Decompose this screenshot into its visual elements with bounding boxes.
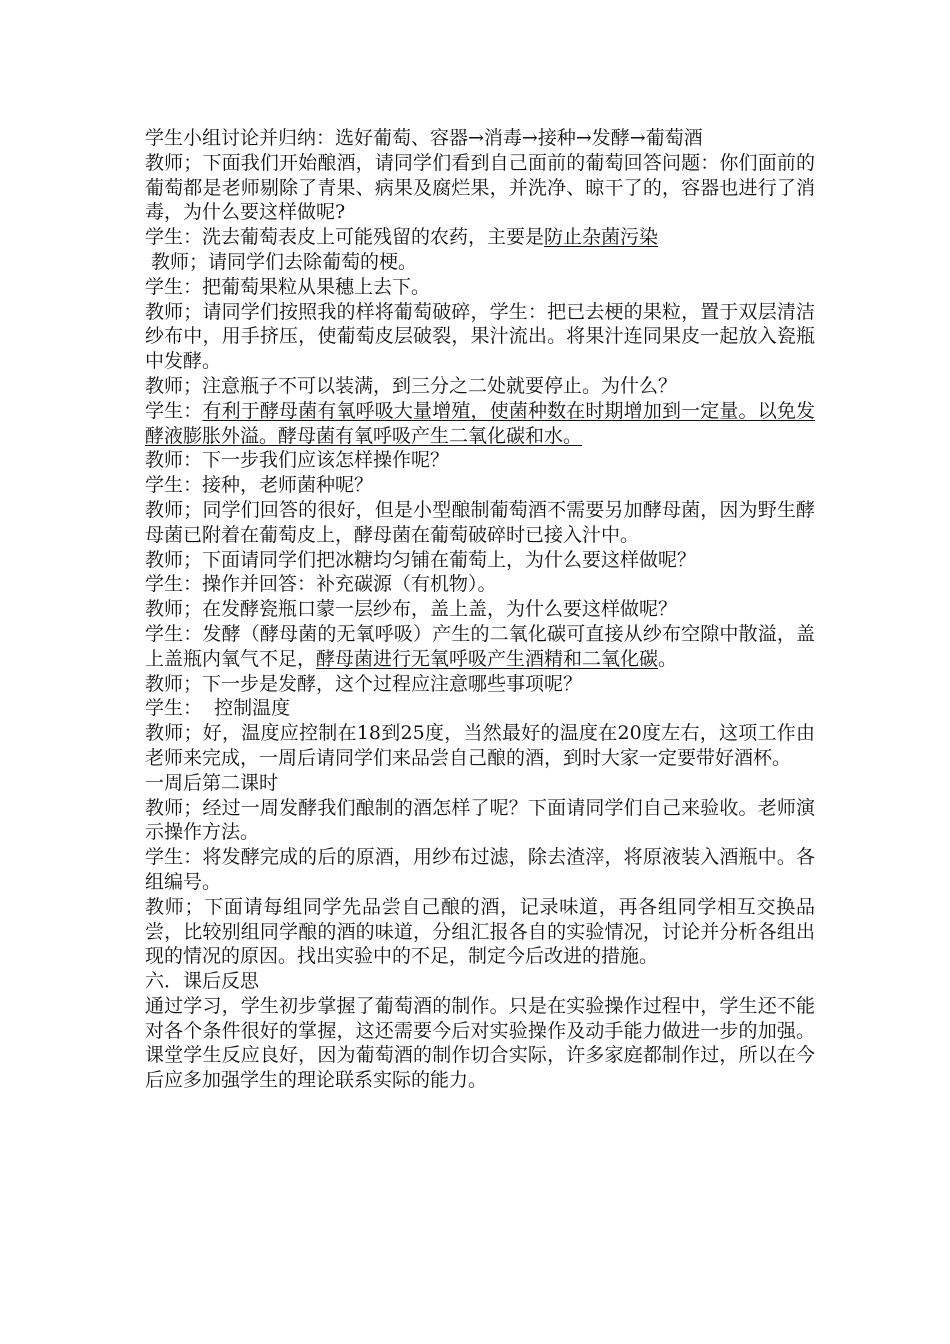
paragraph-teacher-question-grapes: 教师；下面我们开始酿酒，请同学们看到自己面前的葡萄回答问题：你们面前的葡萄都是老师剔除了青果、病果及腐烂果，并洗净、晾干了的，容器也进行了消毒，为什么要这样做呢?	[145, 151, 815, 224]
paragraph-student-inoculate: 学生：接种，老师菌种呢？	[145, 474, 374, 497]
paragraph-teacher-gauze: 教师；在发酵瓷瓶口蒙一层纱布，盖上盖，为什么要这样做呢？	[145, 598, 678, 621]
paragraph-student-answer-anaerobic	[145, 622, 815, 672]
paragraph-teacher-fermentation-notes: 教师；下一步是发酵，这个过程应注意哪些事项呢？	[145, 672, 583, 695]
paragraph-teacher-next-step: 教师：下一步我们应该怎样操作呢？	[145, 449, 450, 472]
paragraph-student-carbon-source: 学生：操作并回答：补充碳源（有机物）。	[145, 573, 497, 596]
paragraph-student-remove-stems: 学生：把葡萄果粒从果穗上去下。	[145, 275, 431, 298]
paragraph-student-answer-wash	[145, 225, 815, 250]
paragraph-teacher-sugar: 教师；下面请同学们把冰糖均匀铺在葡萄上，为什么要这样做呢？	[145, 548, 697, 571]
document-body	[145, 126, 815, 1093]
paragraph-teacher-wild-yeast: 教师；同学们回答的很好，但是小型酿制葡萄酒不需要另加酵母菌，因为野生酵母菌已附着在葡萄皮上，酵母菌在葡萄破碎时已接入汁中。	[145, 498, 815, 546]
paragraph-student-answer-yeast-aerobic	[145, 399, 815, 449]
text-tail: 。	[658, 647, 678, 670]
paragraph-reflection: 通过学习，学生初步掌握了葡萄酒的制作。只是在实验操作过程中，学生还不能对各个条件很好的掌握，这还需要今后对实验操作及动手能力做进一步的加强。课堂学生反应良好，因为葡萄酒的制作切合实际，许多家庭都制作过，所以在今后应多加强学生的理论联系实际的能力。	[145, 994, 815, 1092]
text-underlined-answer: 防止杂菌污染	[544, 226, 659, 249]
text-plain: 学生：发酵（酵母菌的无氧呼吸）产生的二氧化碳可直接从纱布空隙中散溢，盖上盖瓶内氧气不足，	[145, 622, 815, 670]
text-underlined-answer: 有利于酵母菌有氧呼吸大量增殖，使菌种数在时期增加到一定量。以免发酵液膨胀外溢。酵母菌有氧呼吸产生二氧化碳和水。	[145, 399, 815, 447]
paragraph-teacher-temperature-range: 教师；好，温度应控制在18到25度，当然最好的温度在20度左右，这项工作由老师来完成，一周后请同学们来品尝自己酿的酒，到时大家一定要带好酒杯。	[145, 722, 815, 769]
paragraph-discussion-summary: 学生小组讨论并归纳：选好葡萄、容器→消毒→接种→发酵→葡萄酒	[145, 127, 703, 149]
text-plain: 学生：	[145, 399, 203, 422]
paragraph-student-temperature: 学生： 控制温度	[145, 697, 291, 720]
paragraph-teacher-remove-stems: 教师；请同学们去除葡萄的梗。	[145, 250, 418, 273]
paragraph-teacher-fill-level: 教师；注意瓶子不可以装满，到三分之二处就要停止。为什么？	[145, 374, 678, 397]
text-underlined-answer: 酵母菌进行无氧呼吸产生酒精和二氧化碳	[316, 647, 659, 670]
paragraph-teacher-tasting: 教师；下面请每组同学先品尝自己酿的酒，记录味道，再各组同学相互交换品尝，比较别组同学酿的酒的味道，分组汇报各自的实验情况，讨论并分析各组出现的情况的原因。找出实验中的不足，制定今后改进的措施。	[145, 895, 815, 968]
paragraph-student-filter: 学生：将发酵完成的后的原酒，用纱布过滤，除去渣滓，将原液装入酒瓶中。各组编号。	[145, 846, 815, 893]
paragraph-second-lesson: 一周后第二课时	[145, 771, 279, 794]
text-plain: 学生：洗去葡萄表皮上可能残留的农药，主要是	[145, 226, 545, 249]
paragraph-teacher-crush-grapes: 教师；请同学们按照我的样将葡萄破碎，学生：把已去梗的果粒，置于双层清洁纱布中，用手挤压，使葡萄皮层破裂，果汁流出。将果汁连同果皮一起放入瓷瓶中发酵。	[145, 300, 815, 373]
section-heading-reflection: 六．课后反思	[145, 970, 260, 993]
paragraph-teacher-inspection: 教师；经过一周发酵我们酿制的酒怎样了呢？下面请同学们自己来验收。老师演示操作方法。	[145, 796, 815, 844]
